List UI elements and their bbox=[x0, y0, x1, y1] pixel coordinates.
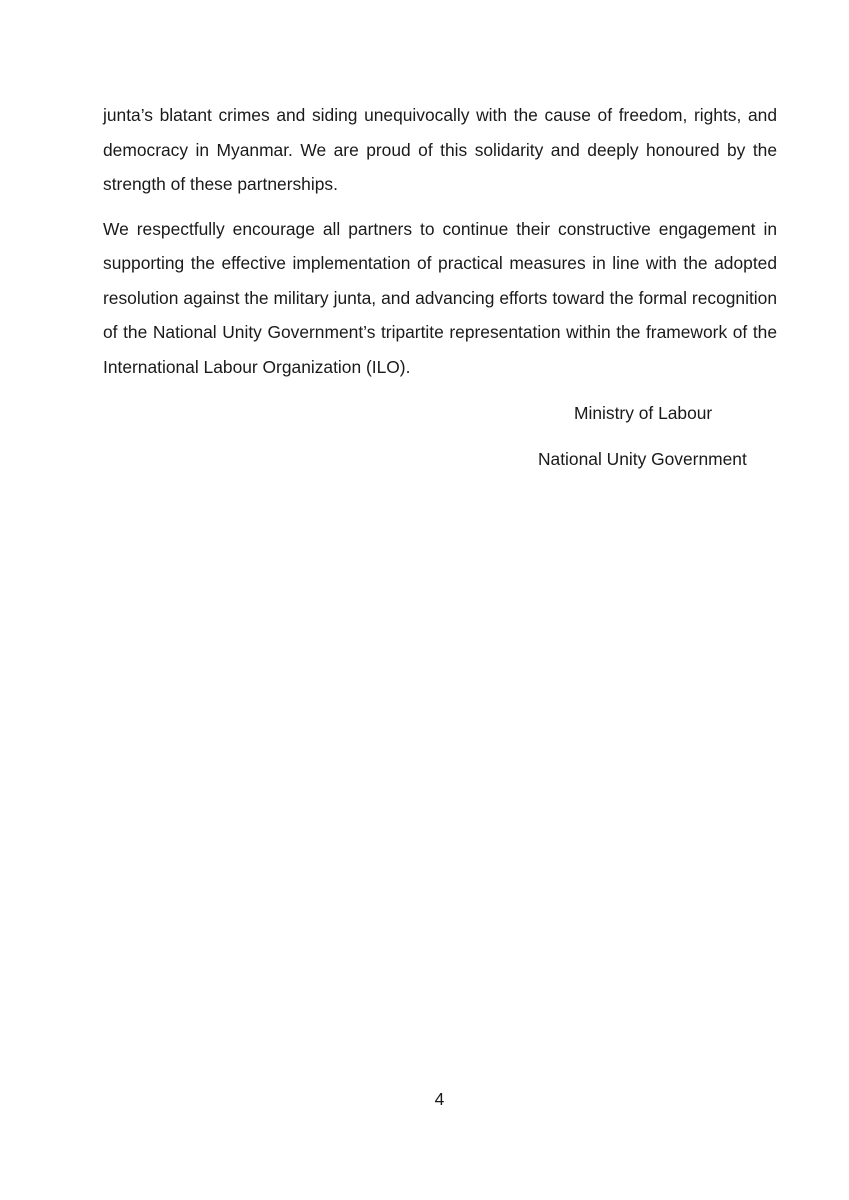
paragraph-solidarity: junta’s blatant crimes and siding unequivocally with the cause of freedom, rights, and democracy in Myanmar. We are proud of this solidarity and deeply honoured by the strength of these partnerships. bbox=[103, 105, 777, 194]
page-number: 4 bbox=[434, 1089, 445, 1109]
paragraph-encouragement: We respectfully encourage all partners to continue their constructive engagement in supporting the effective implementation of practical measures in line with the adopted resolution against the military junta, and advancing efforts toward the formal recognition of the National Unity Government’s tripartite representation within the framework of the International Labour Organization (ILO). bbox=[103, 218, 777, 377]
body-text bbox=[103, 98, 777, 384]
signature-government: National Unity Government bbox=[538, 449, 747, 469]
signature-ministry: Ministry of Labour bbox=[574, 403, 713, 423]
